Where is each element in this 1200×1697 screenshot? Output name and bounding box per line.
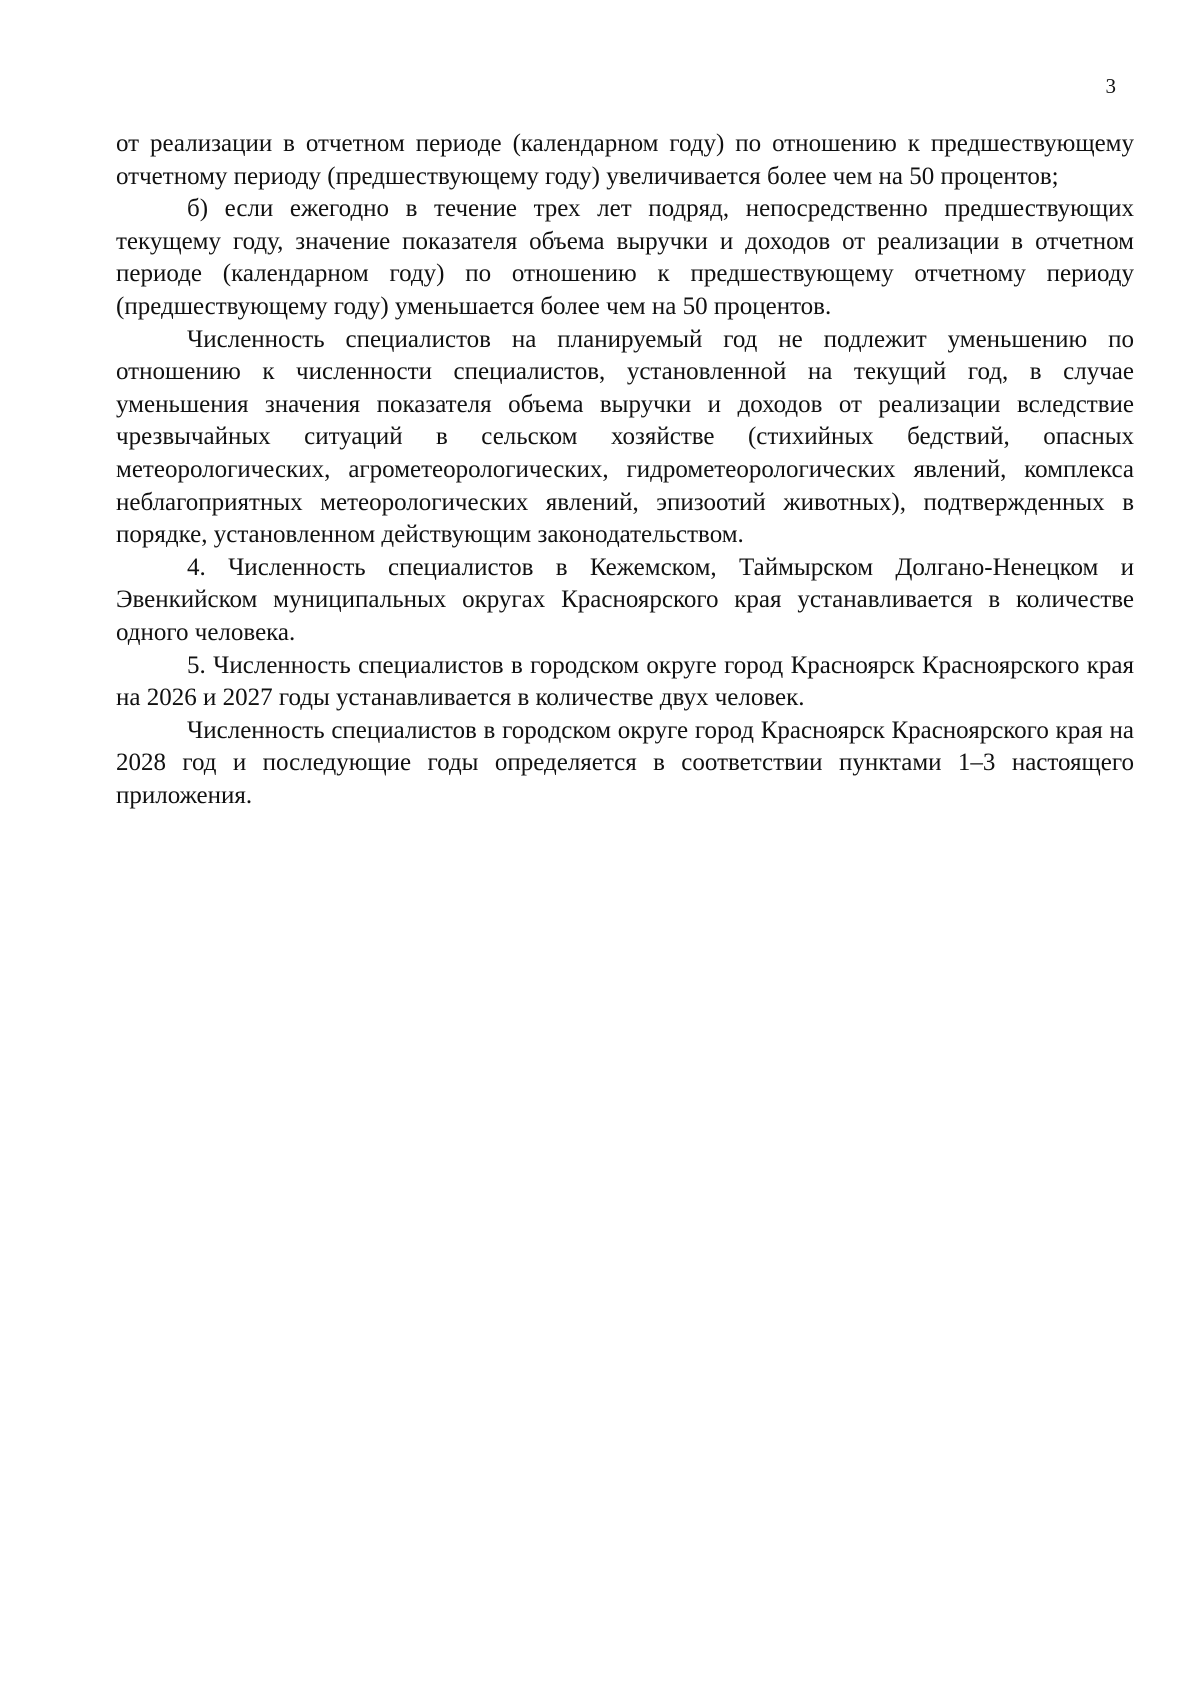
paragraph-item-b: б) если ежегодно в течение трех лет подряд, непосредственно предшествующих текущему году, значение показателя объема выручки и доходов от реализации в отчетном периоде (календарном году) по отношению к предшествующему отчетному периоду (предшествующему году) уменьшается более чем на 50 процентов. — [116, 195, 1134, 320]
document-body — [116, 128, 1134, 812]
paragraph-continuation: от реализации в отчетном периоде (календарном году) по отношению к предшествующему отчетному периоду (предшествующему году) увеличивается более чем на 50 процентов; — [116, 130, 1134, 190]
paragraph-item-5-continued: Численность специалистов в городском округе город Красноярск Красноярского края на 2028 год и последующие годы определяется в соответствии пунктами 1–3 настоящего приложения. — [116, 716, 1134, 809]
paragraph-emergency-exception: Численность специалистов на планируемый год не подлежит уменьшению по отношению к численности специалистов, установленной на текущий год, в случае уменьшения значения показателя объема выручки и доходов от реализации вследствие чрезвычайных ситуаций в сельском хозяйстве (стихийных бедствий, опасных метеорологических, агрометеорологических, гидрометеорологических явлений, комплекса неблагоприятных метеорологических явлений, эпизоотий животных), подтвержденных в порядке, установленном действующим законодательством. — [116, 325, 1134, 549]
paragraph-item-5: 5. Численность специалистов в городском округе город Красноярск Красноярского края на 2026 и 2027 годы устанавливается в количестве двух человек. — [116, 651, 1134, 712]
paragraph-item-4: 4. Численность специалистов в Кежемском, Таймырском Долгано-Ненецком и Эвенкийском муниципальных округах Красноярского края устанавливается в количестве одного человека. — [116, 553, 1134, 646]
page-number: 3 — [1105, 74, 1116, 98]
